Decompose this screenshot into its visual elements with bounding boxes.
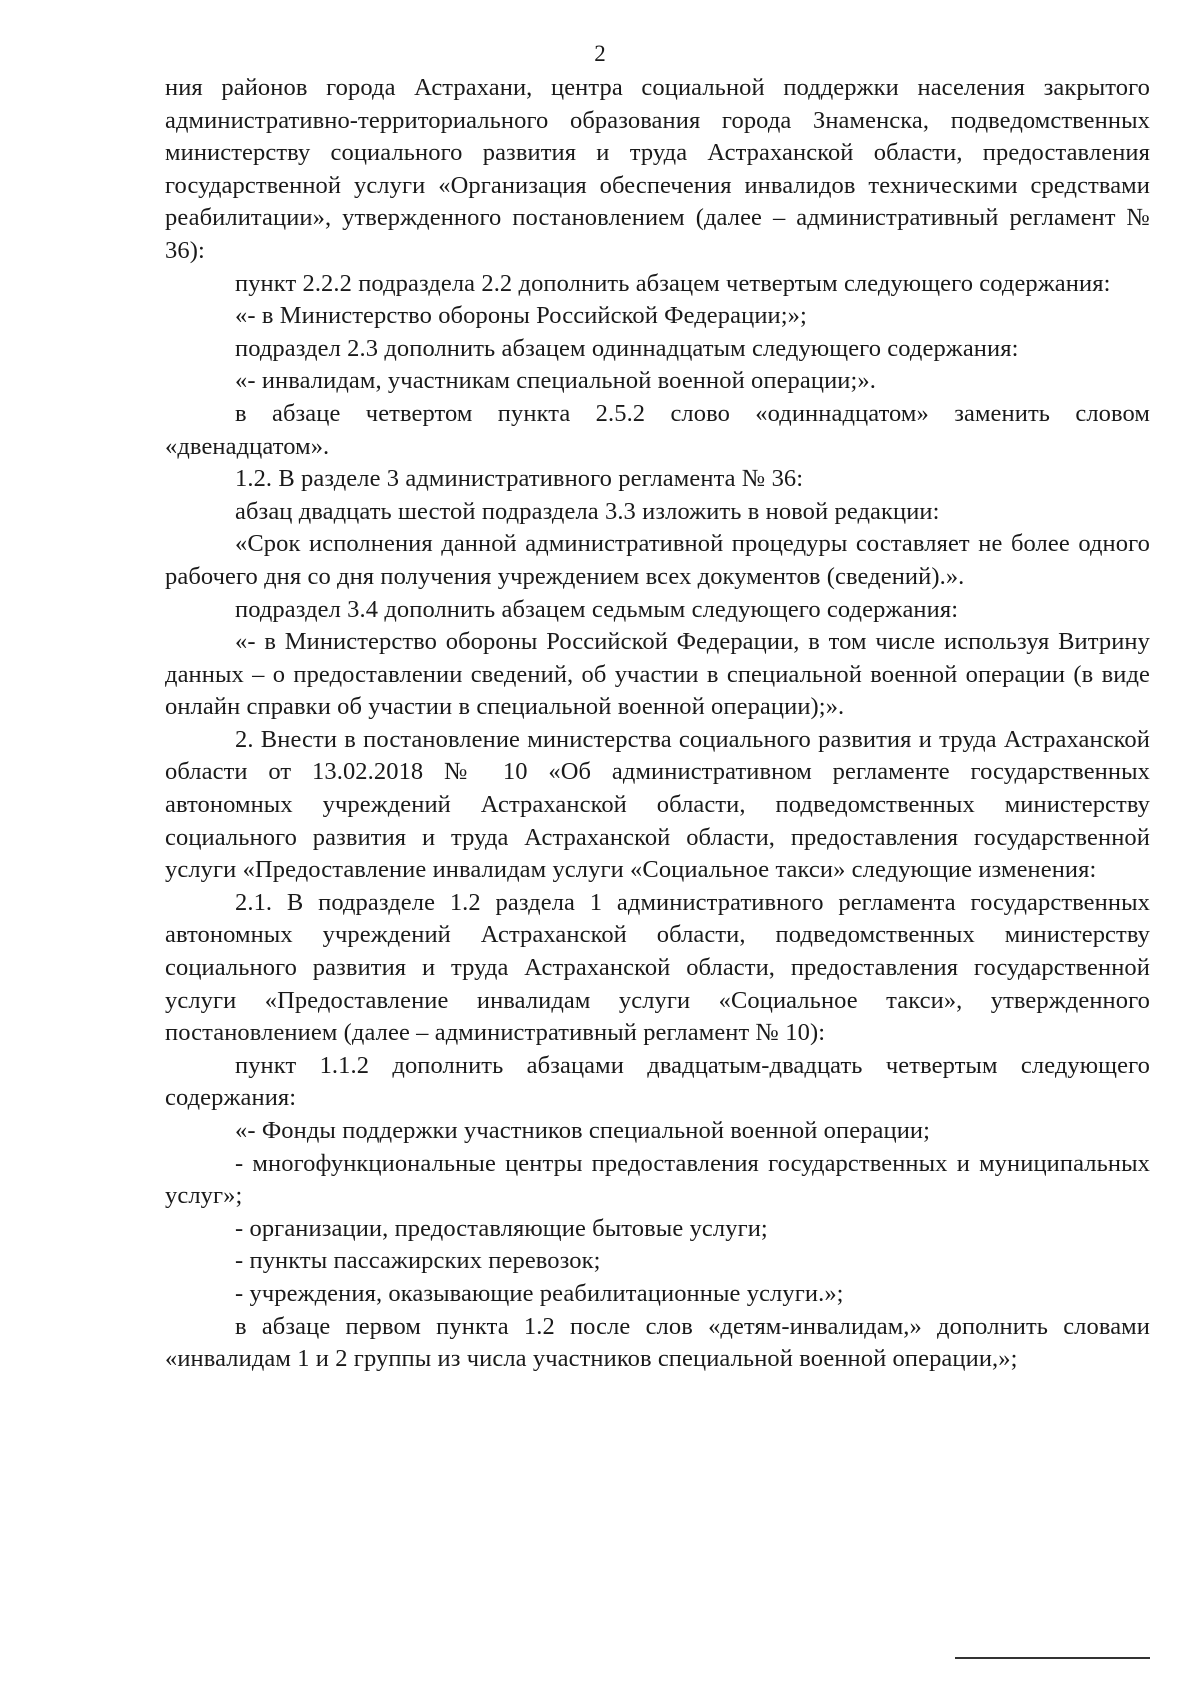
- paragraph: подраздел 2.3 дополнить абзацем одиннадцатым следующего содержания:: [235, 334, 1019, 362]
- paragraph: подраздел 3.4 дополнить абзацем седьмым следующего содержания:: [235, 595, 959, 623]
- document-body: [165, 72, 1150, 1376]
- paragraph: «Срок исполнения данной административной процедуры составляет не более одного рабочего дня со дня получения учреждением всех документов (сведений).».: [165, 530, 1150, 590]
- paragraph: - пункты пассажирских перевозок;: [235, 1247, 601, 1275]
- paragraph: 2. Внести в постановление министерства социального развития и труда Астраханской области от 13.02.2018 № 10 «Об административном регламенте государственных автономных учреждений Астраханской области, подведомственных министерству социального развития и труда Астраханской области, предоставления государственной услуги «Предоставление инвалидам услуги «Социальное такси» следующие изменения:: [165, 725, 1150, 884]
- paragraph: «- Фонды поддержки участников специальной военной операции;: [235, 1117, 931, 1144]
- paragraph: «- в Министерство обороны Российской Федерации;»;: [235, 302, 807, 330]
- paragraph: - организации, предоставляющие бытовые услуги;: [235, 1214, 768, 1242]
- paragraph: абзац двадцать шестой подраздела 3.3 изложить в новой редакции:: [235, 497, 940, 525]
- footer-rule: [955, 1657, 1150, 1659]
- paragraph: - многофункциональные центры предоставления государственных и муниципальных услуг»;: [165, 1149, 1150, 1210]
- paragraph: - учреждения, оказывающие реабилитационные услуги.»;: [235, 1279, 844, 1307]
- paragraph-continuation: ния районов города Астрахани, центра социальной поддержки населения закрытого административно-территориального образования города Знаменска, подведомственных министерству социального развития и труда Астраханской области, предоставления государственной услуги «Организация обеспечения инвалидов техническими средствами реабилитации», утвержденного постановлением (далее – административный регламент № 36):: [165, 74, 1150, 264]
- paragraph: «- в Министерство обороны Российской Федерации, в том числе используя Витрину данных – о предоставлении сведений, об участии в специальной военной операции (в виде онлайн справки об участии в специальной военной операции);».: [165, 628, 1150, 721]
- paragraph: пункт 2.2.2 подраздела 2.2 дополнить абзацем четвертым следующего содержания:: [235, 269, 1111, 297]
- paragraph: «- инвалидам, участникам специальной военной операции;».: [235, 367, 876, 395]
- page-number: 2: [594, 41, 606, 66]
- paragraph: в абзаце четвертом пункта 2.5.2 слово «одиннадцатом» заменить словом «двенадцатом».: [165, 399, 1150, 460]
- paragraph: 2.1. В подразделе 1.2 раздела 1 административного регламента государственных автономных учреждений Астраханской области, подведомственных министерству социального развития и труда Астраханской области, предоставления государственной услуги «Предоставление инвалидам услуги «Социальное такси», утвержденного постановлением (далее – административный регламент № 10):: [165, 888, 1150, 1047]
- paragraph: в абзаце первом пункта 1.2 после слов «детям-инвалидам,» дополнить словами «инвалидам 1 и 2 группы из числа участников специальной военной операции,»;: [165, 1312, 1150, 1373]
- paragraph: пункт 1.1.2 дополнить абзацами двадцатым-двадцать четвертым следующего содержания:: [165, 1051, 1150, 1112]
- paragraph: 1.2. В разделе 3 административного регламента № 36:: [235, 465, 804, 493]
